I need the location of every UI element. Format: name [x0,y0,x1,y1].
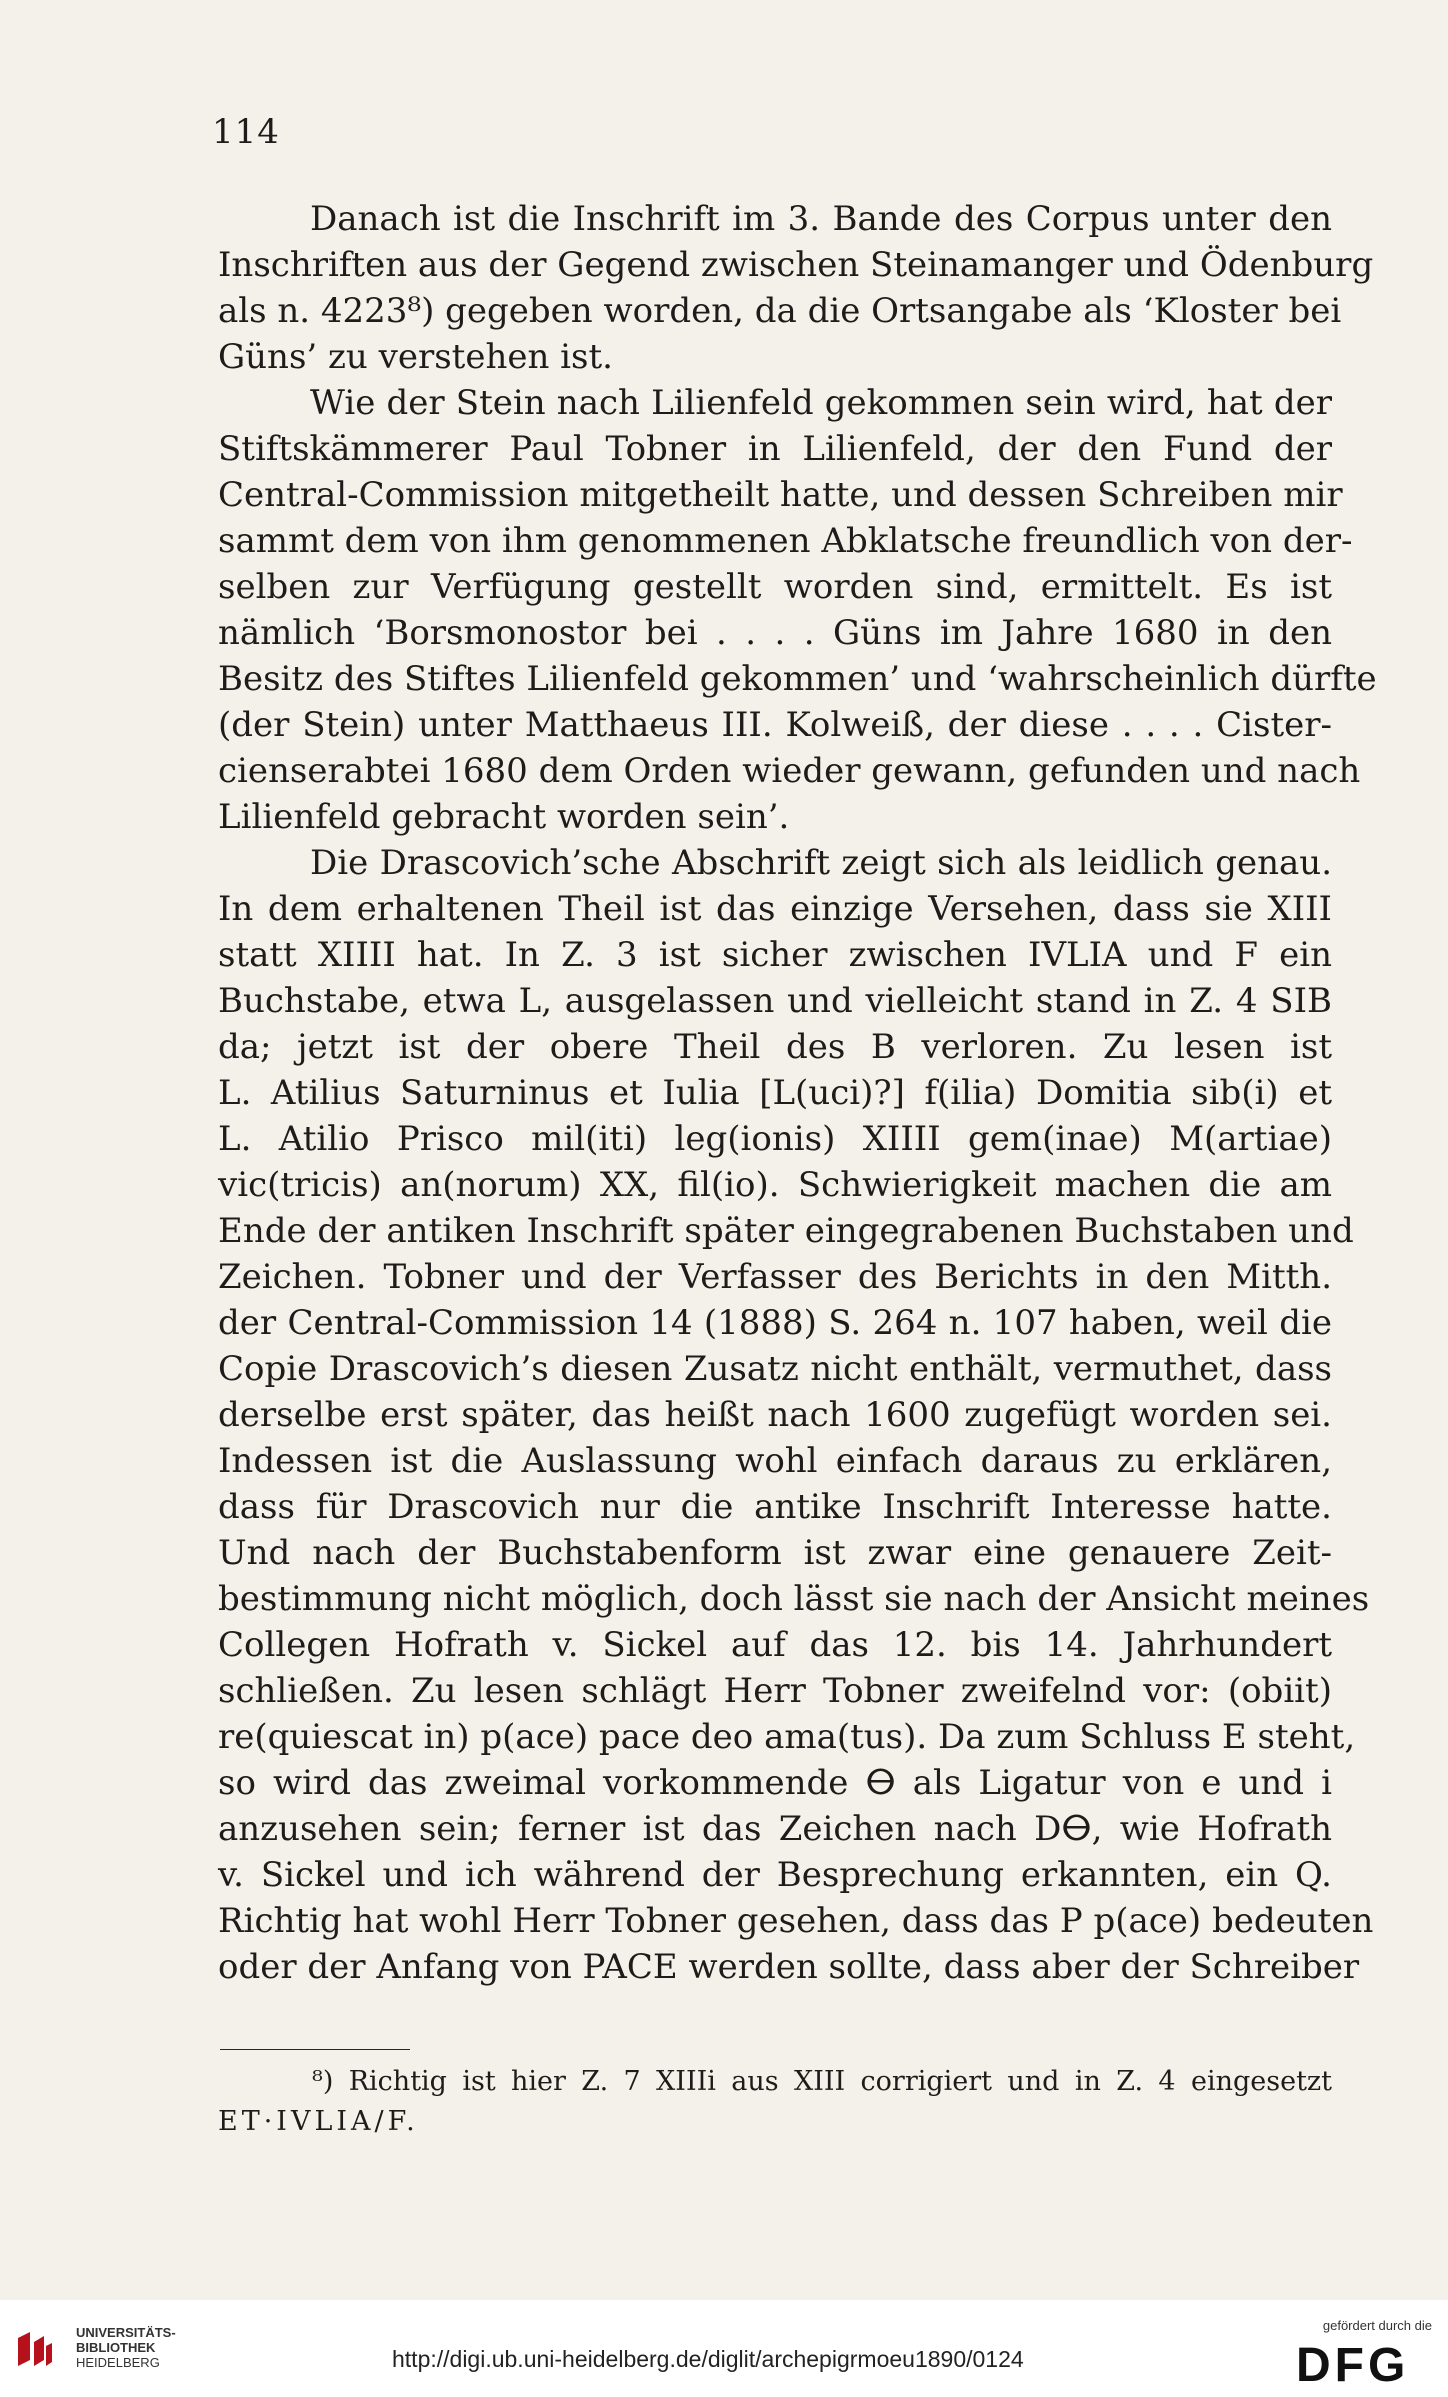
footnote-divider [220,2049,410,2050]
text-line: als n. 4223⁸) gegeben worden, da die Ortsangabe als ‘Kloster bei [218,291,1342,331]
page-number: 114 [212,112,280,152]
text-line: Copie Drascovich’s diesen Zusatz nicht enthält, vermuthet, dass [218,1349,1332,1389]
body-text [218,196,1377,1990]
text-line: Central-Commission mitgetheilt hatte, und dessen Schreiben mir [218,475,1343,515]
text-line: nämlich ‘Borsmonostor bei . . . . Güns im Jahre 1680 in den [218,613,1332,653]
text-line: Wie der Stein nach Lilienfeld gekommen sein wird, hat der [310,383,1332,423]
footnote-line-1: ⁸) Richtig ist hier Z. 7 XIIIi aus XIII corrigiert und in Z. 4 eingesetzt [312,2066,1332,2097]
text-line: Besitz des Stiftes Lilienfeld gekommen’ und ‘wahrscheinlich dürfte [218,659,1377,699]
text-line: L. Atilio Prisco mil(iti) leg(ionis) XIIII gem(inae) M(artiae) [218,1119,1332,1159]
university-name-line-3: HEIDELBERG [76,2355,160,2370]
university-name-line-2: BIBLIOTHEK [76,2340,156,2355]
text-line: derselbe erst später, das heißt nach 1600 zugefügt worden sei. [218,1395,1332,1435]
text-line: der Central-Commission 14 (1888) S. 264 n. 107 haben, weil die [218,1303,1332,1343]
paragraph [218,196,1374,380]
text-line: so wird das zweimal vorkommende ⴱ als Ligatur von e und i [218,1763,1332,1803]
text-line: da; jetzt ist der obere Theil des B verloren. Zu lesen ist [218,1027,1332,1067]
text-line: statt XIIII hat. In Z. 3 ist sicher zwischen IVLIA und F ein [218,935,1332,975]
text-line: dass für Drascovich nur die antike Inschrift Interesse hatte. [218,1487,1332,1527]
text-line: anzusehen sein; ferner ist das Zeichen nach Dⴱ, wie Hofrath [218,1809,1332,1849]
text-line: oder der Anfang von PACE werden sollte, dass aber der Schreiber [218,1947,1360,1987]
footnote [218,2062,1332,2142]
paragraph [218,380,1377,840]
text-line: Ende der antiken Inschrift später eingegrabenen Buchstaben und [218,1211,1354,1251]
dfg-logo: DFG [1296,2339,1410,2392]
text-line: Danach ist die Inschrift im 3. Bande des Corpus unter den [310,199,1332,239]
text-line: cienserabtei 1680 dem Orden wieder gewann, gefunden und nach [218,751,1361,791]
text-line: In dem erhaltenen Theil ist das einzige Versehen, dass sie XIII [218,889,1332,929]
text-line: Güns’ zu verstehen ist. [218,337,613,377]
text-line: bestimmung nicht möglich, doch lässt sie nach der Ansicht meines [218,1579,1370,1619]
text-line: vic(tricis) an(norum) XX, fil(io). Schwierigkeit machen die am [218,1165,1332,1205]
university-library-logo-icon [14,2328,56,2370]
text-line: Buchstabe, etwa L, ausgelassen und vielleicht stand in Z. 4 SIB [218,981,1332,1021]
text-line: selben zur Verfügung gestellt worden sind, ermittelt. Es ist [218,567,1332,607]
funded-by-label: gefördert durch die [1322,2318,1432,2333]
text-line: schließen. Zu lesen schlägt Herr Tobner zweifelnd vor: (obiit) [218,1671,1332,1711]
text-line: Richtig hat wohl Herr Tobner gesehen, dass das P p(ace) bedeuten [218,1901,1374,1941]
paragraph [218,840,1374,1990]
text-line: Zeichen. Tobner und der Verfasser des Berichts in den Mitth. [218,1257,1332,1297]
text-line: v. Sickel und ich während der Besprechung erkannten, ein Q. [218,1855,1332,1895]
text-line: Und nach der Buchstabenform ist zwar eine genauere Zeit- [218,1533,1332,1573]
university-name-line-1: UNIVERSITÄTS- [76,2325,176,2340]
text-line: L. Atilius Saturninus et Iulia [L(uci)?] f(ilia) Domitia sib(i) et [218,1073,1332,1113]
source-url-link[interactable]: http://digi.ub.uni-heidelberg.de/diglit/archepigrmoeu1890/0124 [392,2346,1024,2372]
footnote-line-2: ET·IVLIA/F. [218,2106,419,2137]
university-name [76,2325,176,2370]
text-line: Collegen Hofrath v. Sickel auf das 12. bis 14. Jahrhundert [218,1625,1332,1665]
text-line: (der Stein) unter Matthaeus III. Kolweiß, der diese . . . . Cister- [218,705,1332,745]
text-line: re(quiescat in) p(ace) pace deo ama(tus). Da zum Schluss E steht, [218,1717,1356,1757]
text-line: sammt dem von ihm genommenen Abklatsche freundlich von der- [218,521,1353,561]
text-line: Inschriften aus der Gegend zwischen Steinamanger und Ödenburg [218,245,1374,285]
text-line: Lilienfeld gebracht worden sein’. [218,797,790,837]
text-line: Stiftskämmerer Paul Tobner in Lilienfeld, der den Fund der [218,429,1332,469]
text-line: Indessen ist die Auslassung wohl einfach daraus zu erklären, [218,1441,1332,1481]
text-line: Die Drascovich’sche Abschrift zeigt sich als leidlich genau. [310,843,1332,883]
